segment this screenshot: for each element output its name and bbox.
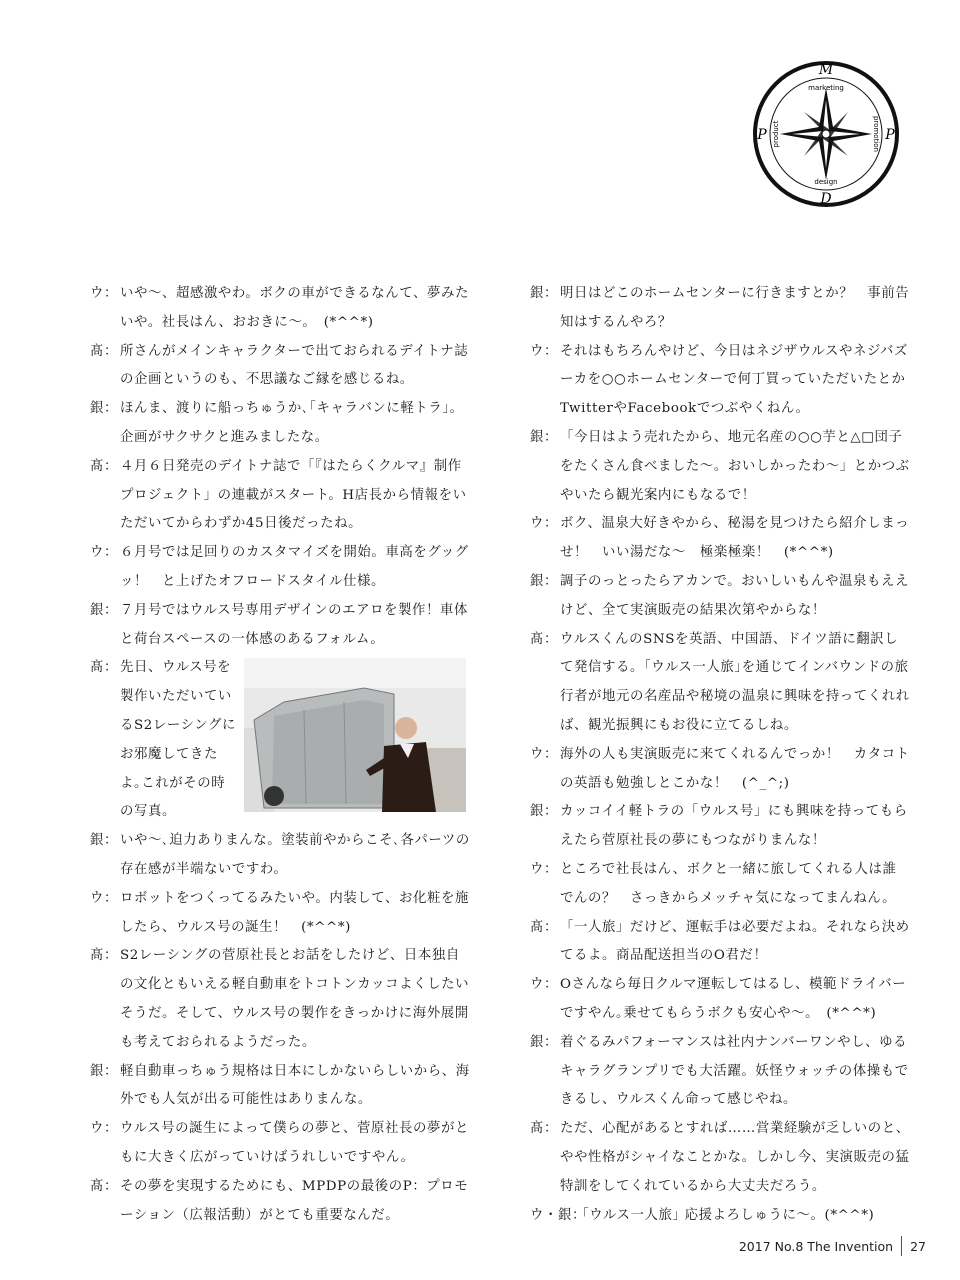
- dialogue-text: 調子のっとったらアカンで。おいしいもんや温泉もええけど、全て実演販売の結果次第やからな！: [560, 573, 909, 618]
- dialogue-entry: [90, 1058, 470, 1116]
- dialogue-text: ロボットをつくってるみたいや。内装して、お化粧を施したら、ウルス号の誕生！ (*^^*): [120, 890, 469, 935]
- dialogue-entry: [90, 1115, 470, 1173]
- left-column: [90, 280, 470, 1230]
- dialogue-text: ６月号では足回りのカスタマイズを開始。車高をグッグッ！ と上げたオフロードスタイル仕様。: [120, 545, 469, 589]
- speaker-label: 髙：: [90, 660, 118, 676]
- footer-divider: [901, 1236, 902, 1256]
- speaker-label: ウ：: [530, 343, 558, 359]
- speaker-label: 銀：: [530, 429, 558, 445]
- dialogue-text: ｢ウルス一人旅｣ 応援よろしゅうに〜。(*^^*): [582, 1207, 875, 1223]
- speaker-label: ウ：: [530, 746, 558, 762]
- speaker-label: 髙：: [90, 1178, 118, 1194]
- speaker-label: 髙：: [90, 458, 118, 474]
- dialogue-entry: [90, 539, 470, 597]
- dialogue-entry: [90, 1173, 470, 1231]
- dialogue-entry: [530, 1202, 910, 1231]
- dialogue-entry: [530, 510, 910, 568]
- speaker-label: ウ：: [530, 516, 558, 532]
- logo-letter-right: P: [885, 127, 895, 143]
- dialogue-entry: [530, 798, 910, 856]
- dialogue-text: それはもちろんやけど、今日はネジザウルスやネジバズーカを○○ホームセンターで何丁買っていただいたとかTwitterやFacebookでつぶやくねん。: [560, 343, 909, 417]
- dialogue-entry: [90, 280, 470, 338]
- page-number: 27: [910, 1238, 926, 1254]
- dialogue-text: ところで社長はん、ボクと一緒に旅してくれる人は誰でんの？ さっきからメッチャ気になってまんねん。: [560, 861, 897, 906]
- logo-word-right: promotion: [872, 116, 880, 152]
- compass-logo: [752, 60, 900, 208]
- right-column: [530, 280, 910, 1230]
- dialogue-text: ウルスくんのSNSを英語、中国語、ドイツ語に翻訳して発信する。｢ウルス一人旅｣を通じてインバウンドの旅行者が地元の名産品や秘境の温泉に興味を持ってくれれば、観光振興にもお役に立てるしね。: [560, 631, 910, 733]
- dialogue-entry: [530, 280, 910, 338]
- speaker-label: 銀：: [530, 804, 558, 820]
- speaker-label: ウ：: [90, 286, 118, 301]
- dialogue-entry: [530, 971, 910, 1029]
- speaker-label: ウ：: [530, 861, 558, 877]
- dialogue-text: カッコイイ軽トラの「ウルス号」にも興味を持ってもらえたら菅原社長の夢にもつながりまんな！: [560, 804, 908, 849]
- dialogue-entry: [90, 597, 470, 655]
- dialogue-text: Oさんなら毎日クルマ運転してはるし、模範ドライバーですやん｡乗せてもらうボクも安心や〜。 (*^^*): [560, 977, 907, 1021]
- speaker-label: 髙：: [90, 343, 118, 359]
- dialogue-entry: [90, 395, 470, 453]
- dialogue-entry: [530, 568, 910, 626]
- dialogue-entry: [530, 1115, 910, 1201]
- dialogue-text: ただ、心配があるとすれば……営業経験が乏しいのと、やや性格がシャイなことかな。しかし今、実演販売の猛特訓をしてくれているから大丈夫だろう。: [560, 1121, 910, 1194]
- page-footer: [739, 1236, 926, 1256]
- speaker-label: ウ：: [90, 890, 118, 906]
- dialogue-text: ７月号ではウルス号専用デザインのエアロを製作！車体と荷台スペースの一体感のあるフォルム。: [120, 602, 469, 647]
- dialogue-entry: [90, 338, 470, 396]
- dialogue-text: 軽自動車っちゅう規格は日本にしかないらしいから、海外でも人気が出る可能性はありまんな。: [120, 1063, 470, 1108]
- speaker-label: 銀：: [530, 286, 558, 301]
- speaker-label: ウ：: [530, 977, 558, 993]
- dialogue-entry: [530, 424, 910, 510]
- speaker-label: 髙：: [530, 1121, 558, 1137]
- logo-letter-bottom: D: [820, 191, 832, 207]
- dialogue-entry: [90, 942, 470, 1057]
- dialogue-entry: [90, 885, 470, 943]
- speaker-label: 銀：: [530, 573, 558, 589]
- speaker-label: 髙：: [90, 948, 118, 964]
- dialogue-text: 所さんがメインキャラクターで出ておられるデイトナ誌の企画というのも、不思議なご縁を感じるね。: [120, 343, 469, 388]
- dialogue-entry: [90, 827, 470, 885]
- speaker-label: 銀：: [90, 833, 118, 849]
- dialogue-text: 先日、ウルス号を製作いただいているS2レーシングにお邪魔してきたよ｡これがその時の写真。: [120, 660, 236, 820]
- dialogue-text: ボク、温泉大好きやから、秘湯を見つけたら紹介しまっせ！ いい湯だな〜 極楽極楽！ (*^^*): [560, 516, 910, 561]
- logo-letter-top: M: [818, 62, 834, 78]
- speaker-label: 髙：: [530, 631, 558, 647]
- speaker-label: 銀：: [90, 602, 118, 618]
- logo-letter-left: P: [757, 127, 767, 143]
- dialogue-text: いや〜、超感激やわ。ボクの車ができるなんて、夢みたいや。社長はん、おおきに〜。 (*^^*): [120, 286, 469, 330]
- speaker-label: 銀：: [530, 1034, 558, 1050]
- speaker-label: ウ・銀：: [530, 1207, 586, 1223]
- dialogue-text: いや〜､迫力ありまんな。塗装前やからこそ､各パーツの存在感が半端ないですわ。: [120, 833, 470, 877]
- dialogue-text: 「一人旅」だけど、運転手は必要だよね。それなら決めてるよ。商品配送担当のO君だ！: [560, 919, 910, 964]
- dialogue-entry: [530, 338, 910, 424]
- dialogue-text: 着ぐるみパフォーマンスは社内ナンバーワンやし、ゆるキャラグランプリでも大活躍。妖怪ウォッチの体操もできるし、ウルスくん命って感じやね。: [560, 1034, 909, 1108]
- logo-word-top: marketing: [808, 84, 844, 92]
- dialogue-text: その夢を実現するためにも、MPDPの最後のP：プロモーション（広報活動）がとても重要なんだ。: [120, 1178, 469, 1223]
- workshop-photo: [244, 658, 466, 812]
- speaker-label: 銀：: [90, 1063, 118, 1079]
- speaker-label: ウ：: [90, 545, 118, 561]
- dialogue-entry: [530, 914, 910, 972]
- dialogue-text: ４月６日発売のデイトナ誌で「『はたらくクルマ』制作プロジェクト」の連載がスタート。H店長から情報をいただいてからわずか45日後だったね。: [120, 458, 467, 532]
- logo-word-left: product: [772, 120, 780, 148]
- issue-label: 2017 No.8 The Invention: [738, 1238, 894, 1254]
- logo-word-bottom: design: [814, 178, 838, 186]
- dialogue-entry-with-photo: [90, 654, 470, 827]
- dialogue-text: 「今日はよう売れたから、地元名産の○○芋と△□団子をたくさん食べました〜。おいしかったわ〜」とかつぶやいたら観光案内にもなるで！: [560, 429, 910, 503]
- speaker-label: 銀：: [90, 401, 118, 417]
- dialogue-entry: [530, 1029, 910, 1115]
- dialogue-text: ウルス号の誕生によって僕らの夢と、菅原社長の夢がともに大きく広がっていけばうれしいですやん。: [120, 1121, 469, 1165]
- dialogue-text: S2レーシングの菅原社長とお話をしたけど、日本独自の文化ともいえる軽自動車をトコトンカッコよくしたいそうだ。そして、ウルス号の製作をきっかけに海外展開も考えておられるようだった。: [120, 948, 470, 1050]
- speaker-label: 髙：: [530, 919, 558, 935]
- dialogue-text: 海外の人も実演販売に来てくれるんでっか！ カタコトの英語も勉強しとこかな！ (^_^;): [560, 746, 910, 791]
- dialogue-text: ほんま、渡りに船っちゅうか､｢キャラバンに軽トラ｣。企画がサクサクと進みましたな。: [120, 401, 464, 445]
- dialogue-entry: [530, 856, 910, 914]
- dialogue-entry: [530, 626, 910, 741]
- dialogue-entry: [530, 741, 910, 799]
- speaker-label: ウ：: [90, 1121, 118, 1137]
- dialogue-text: 明日はどこのホームセンターに行きますとか？ 事前告知はするんやろ？: [560, 286, 910, 330]
- dialogue-entry: [90, 453, 470, 539]
